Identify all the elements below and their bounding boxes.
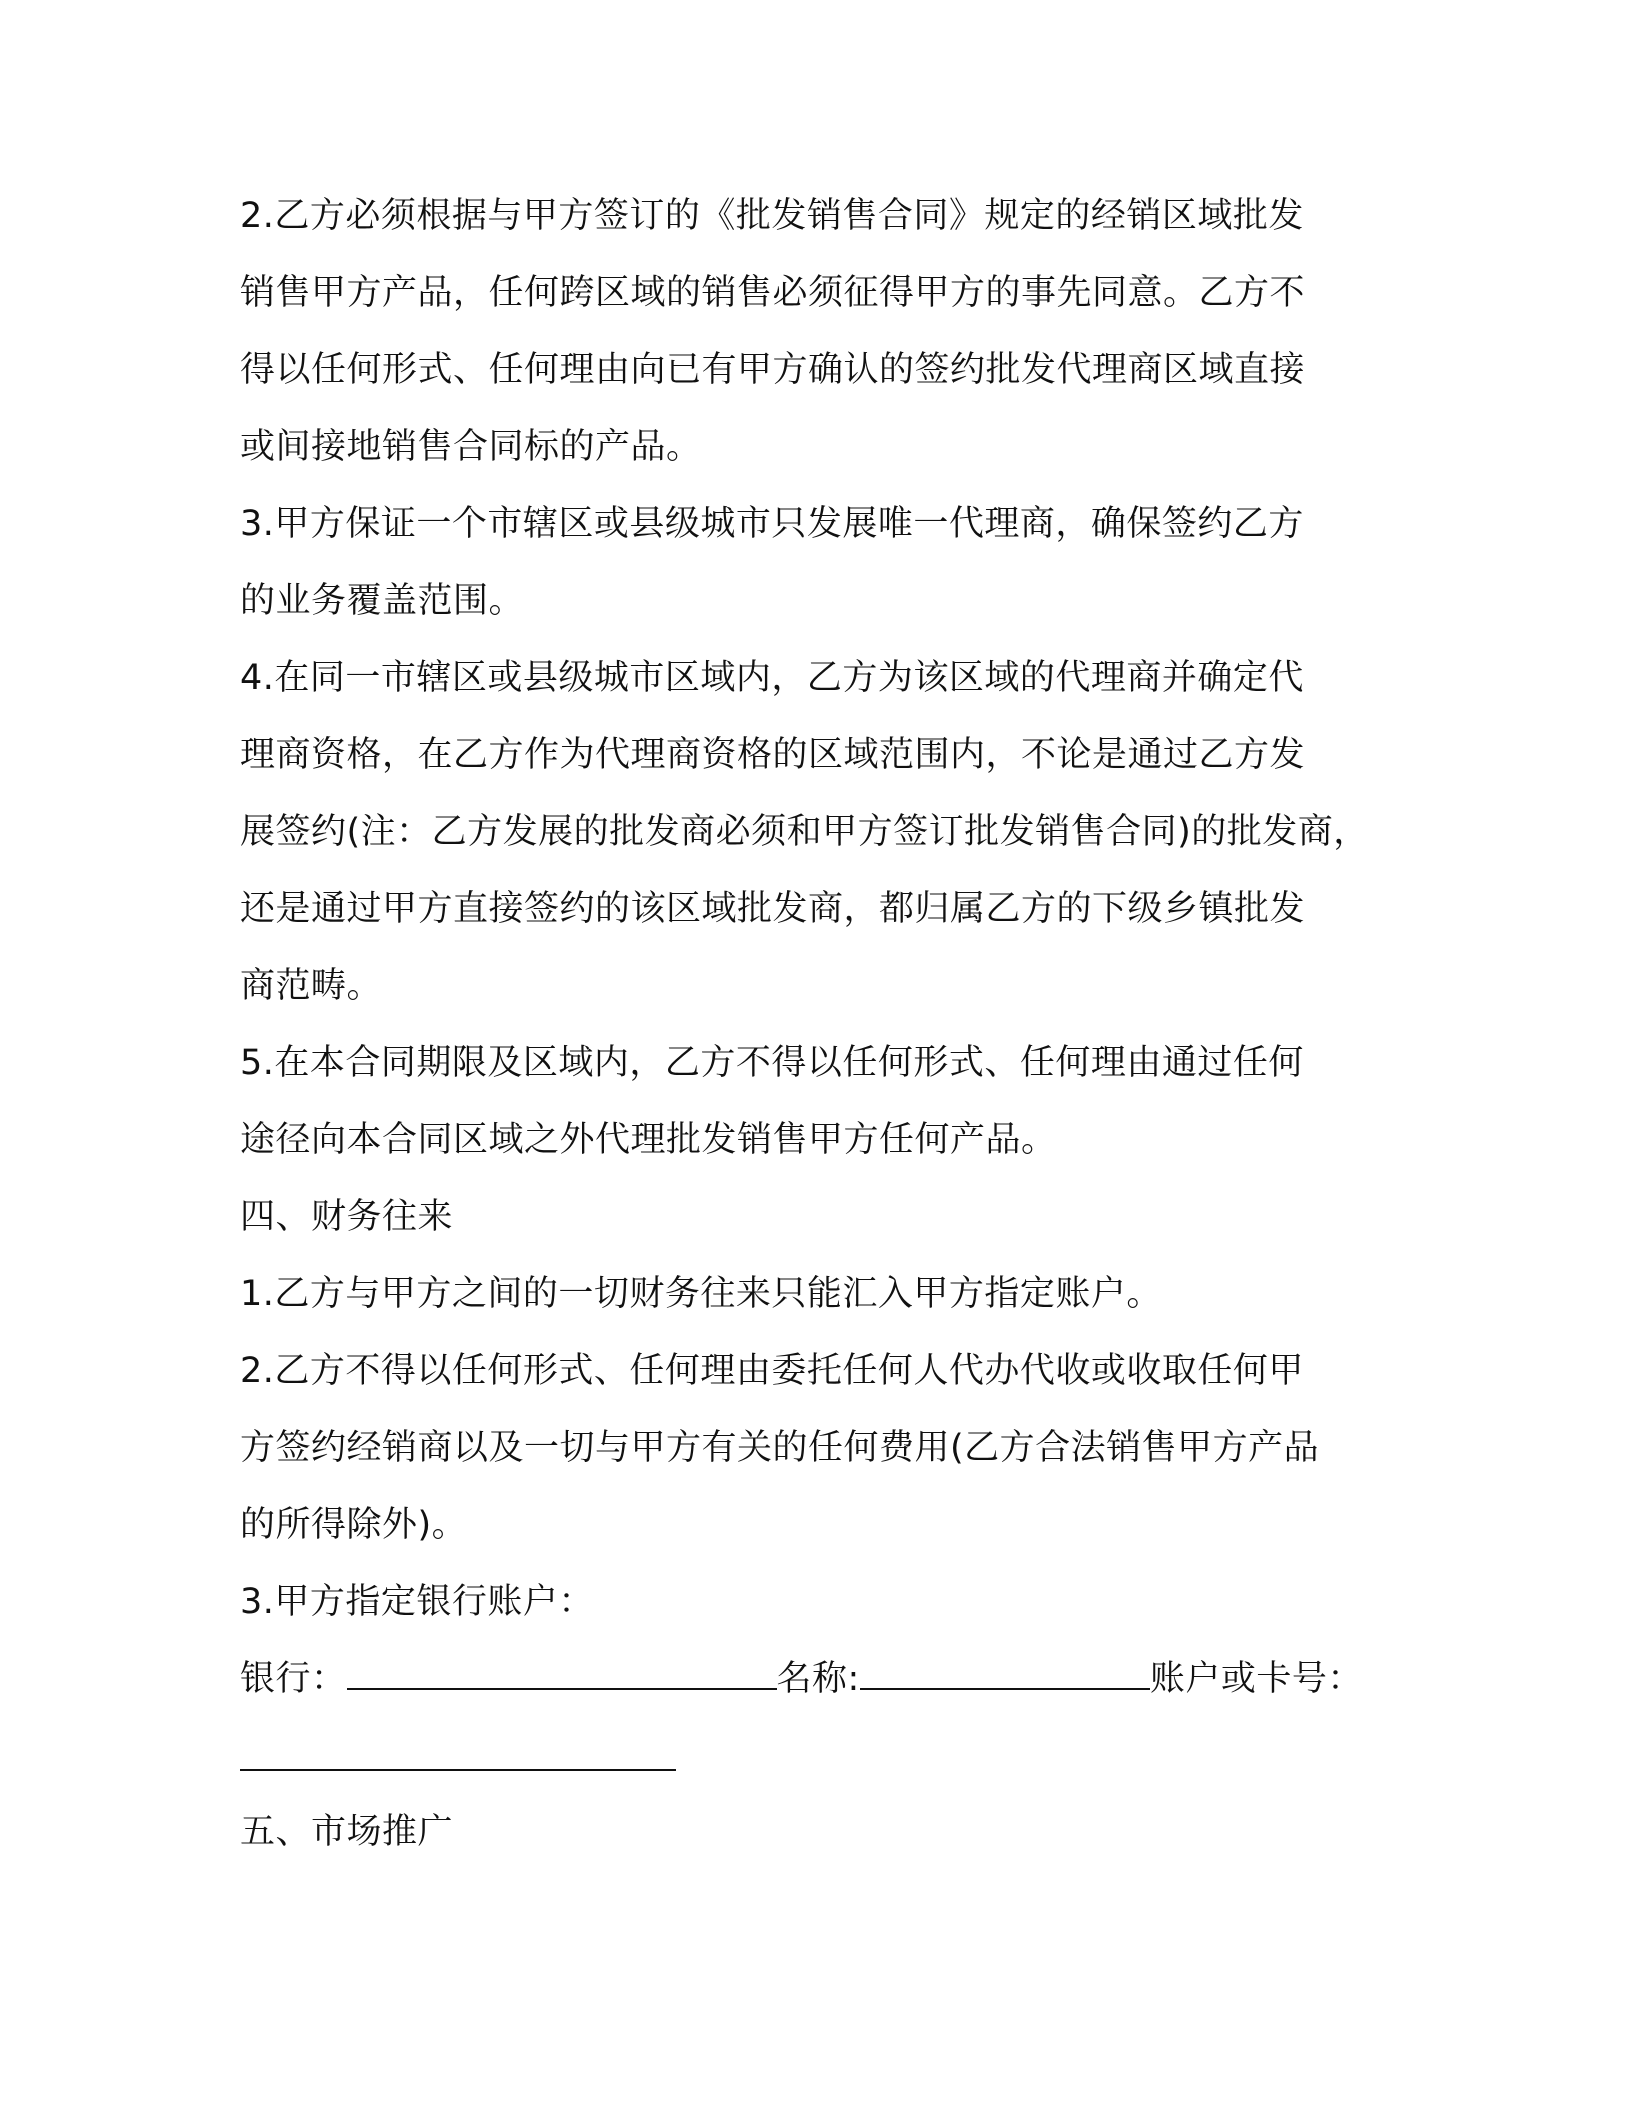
text-line: 展签约(注：乙方发展的批发商必须和甲方签订批发销售合同)的批发商， xyxy=(240,812,1369,852)
text-line: 2.乙方不得以任何形式、任何理由委托任何人代办代收或收取任何甲 xyxy=(240,1351,1304,1391)
text-line: 商范畴。 xyxy=(240,966,383,1006)
text-line: 的所得除外)。 xyxy=(240,1505,468,1545)
text-line: 1.乙方与甲方之间的一切财务往来只能汇入甲方指定账户。 xyxy=(240,1274,1162,1314)
text-line: 2.乙方必须根据与甲方签订的《批发销售合同》规定的经销区域批发 xyxy=(240,196,1304,236)
text-line: 方签约经销商以及一切与甲方有关的任何费用(乙方合法销售甲方产品 xyxy=(240,1428,1320,1468)
bank-label: 银行： xyxy=(240,1659,347,1699)
text-line: 或间接地销售合同标的产品。 xyxy=(240,427,702,467)
text-line: 途径向本合同区域之外代理批发销售甲方任何产品。 xyxy=(240,1120,1057,1160)
name-blank xyxy=(860,1658,1150,1690)
text-line: 还是通过甲方直接签约的该区域批发商，都归属乙方的下级乡镇批发 xyxy=(240,889,1306,929)
text-line: 理商资格，在乙方作为代理商资格的区域范围内，不论是通过乙方发 xyxy=(240,735,1306,775)
text-line: 3.甲方指定银行账户： xyxy=(240,1582,594,1622)
text-line: 4.在同一市辖区或县级城市区域内，乙方为该区域的代理商并确定代 xyxy=(240,658,1304,698)
text-line: 的业务覆盖范围。 xyxy=(240,581,525,621)
bank-blank xyxy=(347,1658,777,1690)
text-line: 5.在本合同期限及区域内，乙方不得以任何形式、任何理由通过任何 xyxy=(240,1043,1304,1083)
account-label: 账户或卡号： xyxy=(1149,1659,1363,1699)
section-heading-five: 五、市场推广 xyxy=(240,1812,454,1852)
bank-account-line xyxy=(240,1657,1440,1701)
text-line: 销售甲方产品，任何跨区域的销售必须征得甲方的事先同意。乙方不 xyxy=(240,273,1306,313)
text-line: 得以任何形式、任何理由向已有甲方确认的签约批发代理商区域直接 xyxy=(240,350,1306,390)
name-label: 名称: xyxy=(776,1659,860,1699)
text-line: 3.甲方保证一个市辖区或县级城市只发展唯一代理商，确保签约乙方 xyxy=(240,504,1304,544)
account-blank xyxy=(240,1739,676,1771)
account-blank-line xyxy=(240,1738,1440,1782)
section-heading-four: 四、财务往来 xyxy=(240,1197,454,1237)
